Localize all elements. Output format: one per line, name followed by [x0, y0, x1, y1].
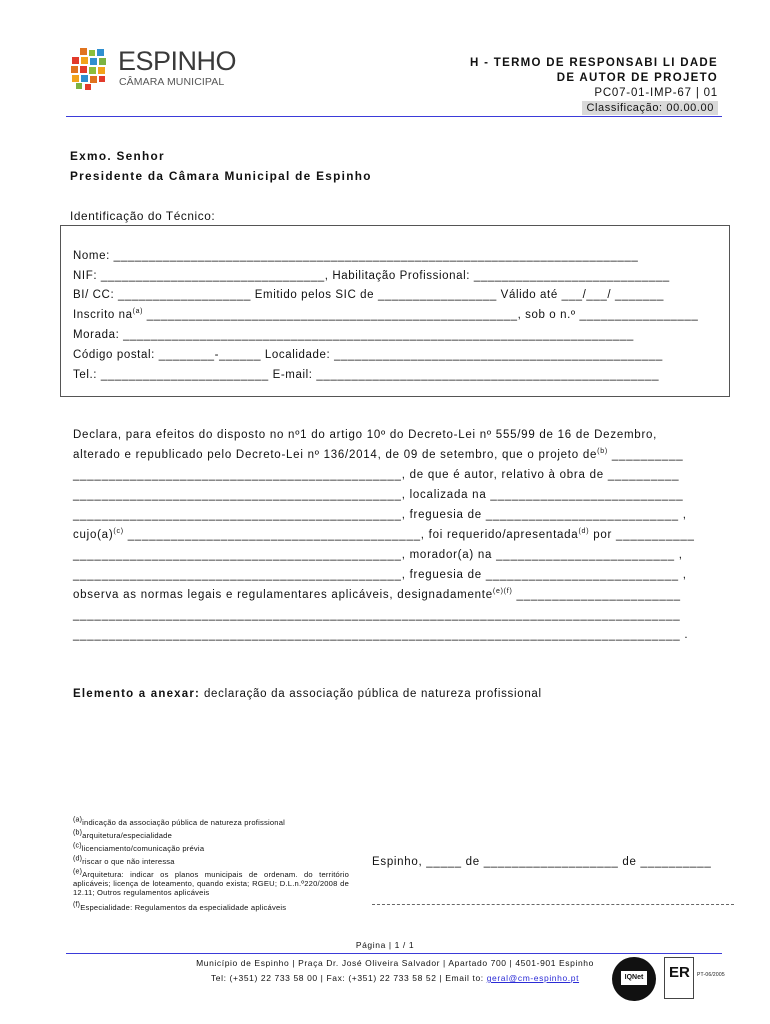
tel-email-field[interactable]: Tel.: ________________________ E-mail: _________________________________________________ — [73, 369, 660, 381]
logo-subtitle: CÂMARA MUNICIPAL — [119, 76, 225, 88]
annex-line: Elemento a anexar: declaração da associação pública de natureza profissional — [73, 688, 542, 700]
note-e: $^{(e)}$Arquitetura: indicar os planos municipais de ordenam. do território aplicáveis; licença de loteamento, quando exista; RGEU; D.L.n.º220/2008 de 12.11; Outros regulamentos aplicáveis — [73, 868, 349, 897]
footer-divider — [66, 953, 722, 954]
declaration-line2[interactable]: alterado e republicado pelo Decreto-Lei nº 136/2014, de 09 de setembro, que o projeto $de^{(b)}$ __________ — [73, 448, 684, 461]
page-number: Página | 1 / 1 — [355, 940, 415, 950]
note-b: $^{(b)}$arquitetura/especialidade — [73, 829, 173, 840]
declaration-line5[interactable]: ______________________________________________, freguesia de ___________________________ , — [73, 509, 687, 521]
declaration-line3[interactable]: ______________________________________________, de que é autor, relativo à obra de __________ — [73, 469, 680, 481]
form-code: PC07-01-IMP-67 | 01 — [594, 87, 718, 99]
bi-cc-field[interactable]: BI/ CC: ___________________ Emitido pelos SIC de _________________ Válido até ___/___/ _______ — [73, 289, 664, 301]
form-title-line1: H - TERMO DE RESPONSABI LI DADE — [470, 57, 718, 69]
footer-contacts: Tel: (+351) 22 733 58 00 | Fax: (+351) 22 733 58 52 | Email to: geral@cm-espinho.pt — [210, 973, 580, 983]
declaration-line8[interactable]: ______________________________________________, freguesia de ___________________________ , — [73, 569, 687, 581]
note-d: $^{(d)}$riscar o que não interessa — [73, 855, 175, 866]
morada-field[interactable]: Morada: _________________________________________________________________________ — [73, 329, 634, 341]
declaration-line7[interactable]: ______________________________________________, morador(a) na _________________________ , — [73, 549, 683, 561]
nome-field[interactable]: Nome: ___________________________________________________________________________ — [73, 250, 639, 262]
certification-code: PT-06/2005 — [697, 972, 725, 978]
technician-box — [60, 225, 730, 397]
note-a: $^{(a)}$indicação da associação pública de natureza profissional — [73, 816, 286, 827]
er-certification-icon: ER — [664, 957, 694, 999]
inscrito-field[interactable]: Inscrito $na^{(a)}$ _____________________________________________________, sob o n.º _________________ — [73, 308, 699, 321]
declaration-line4[interactable]: ______________________________________________, localizada na ___________________________ — [73, 489, 684, 501]
signature-line[interactable] — [372, 904, 734, 905]
logo-mosaic-icon — [70, 48, 112, 90]
header-divider — [66, 116, 722, 117]
declaration-line10[interactable]: _____________________________________________________________________________________ — [73, 609, 681, 621]
note-c: $^{(c)}$licenciamento/comunicação prévia — [73, 842, 205, 853]
declaration-line9[interactable]: observa as normas legais e regulamentares aplicáveis, designadamente$^{(e)(f)}$ _______________________ — [73, 588, 681, 601]
salutation-line1: Exmo. Senhor — [70, 149, 165, 163]
espinho-logo — [70, 46, 237, 92]
salutation-line2: Presidente da Câmara Municipal de Espinho — [70, 169, 372, 183]
classification-badge: Classificação: 00.00.00 — [582, 101, 718, 115]
iqnet-certification-icon: IQNet — [612, 957, 656, 1001]
nif-field[interactable]: NIF: ________________________________, Habilitação Profissional: ____________________________ — [73, 270, 670, 282]
declaration-line11[interactable]: _____________________________________________________________________________________ . — [73, 629, 689, 641]
email-link[interactable]: geral@cm-espinho.pt — [486, 973, 580, 983]
date-line[interactable]: Espinho, _____ de ___________________ de __________ — [372, 856, 712, 868]
technician-heading: Identificação do Técnico: — [70, 209, 216, 223]
form-title-line2: DE AUTOR DE PROJETO — [556, 72, 718, 84]
declaration-line6[interactable]: $cujo(a)^{(c)}$ _________________________________________, foi requerido/apresentada$^{(d)}$ por ___________ — [73, 528, 695, 541]
footer-address: Município de Espinho | Praça Dr. José Oliveira Salvador | Apartado 700 | 4501-901 Espinho — [196, 958, 594, 968]
logo-wordmark: ESPINHO — [118, 46, 237, 76]
note-f: $^{(f)}$Especialidade: Regulamentos da especialidade aplicáveis — [73, 901, 287, 912]
codigo-postal-field[interactable]: Código postal: ________-______ Localidade: _______________________________________________ — [73, 349, 663, 361]
declaration-line1: Declara, para efeitos do disposto no nº1 do artigo 10º do Decreto-Lei nº 555/99 de 16 de Dezembro, — [73, 429, 658, 441]
